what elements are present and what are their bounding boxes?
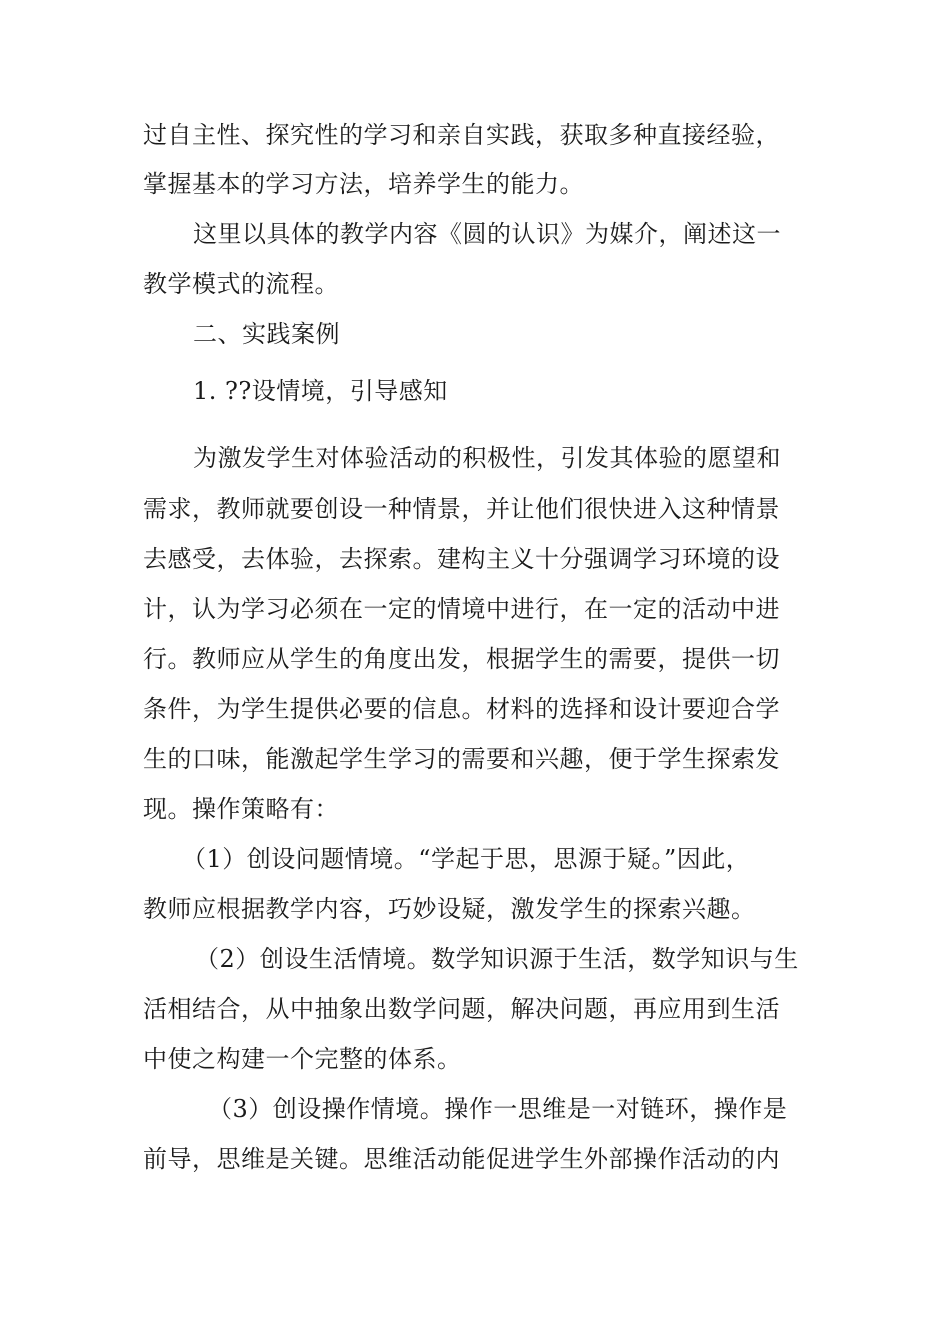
text-line: 教学模式的流程。 — [143, 270, 339, 298]
text-line: 中使之构建一个完整的体系。 — [143, 1045, 462, 1073]
list-item-3-line: （3）创设操作情境。操作一思维是一对链环，操作是 — [208, 1095, 788, 1123]
text-line: 生的口味，能激起学生学习的需要和兴趣，便于学生探索发 — [143, 745, 780, 773]
subsection-heading: 1. ??设情境，引导感知 — [193, 377, 448, 405]
text-line: 行。教师应从学生的角度出发，根据学生的需要，提供一切 — [143, 645, 780, 673]
list-item-1-line: （1）创设问题情境。“学起于思，思源于疑。”因此， — [182, 845, 751, 873]
paragraph-first-line: 为激发学生对体验活动的积极性，引发其体验的愿望和 — [193, 444, 781, 472]
list-item-2-line: （2）创设生活情境。数学知识源于生活，数学知识与生 — [195, 945, 799, 973]
text-line: 计，认为学习必须在一定的情境中进行，在一定的活动中进 — [143, 595, 780, 623]
text-line: 现。操作策略有： — [143, 795, 339, 823]
text-line: 前导，思维是关键。思维活动能促进学生外部操作活动的内 — [143, 1145, 780, 1173]
text-line: 教师应根据教学内容，巧妙设疑，激发学生的探索兴趣。 — [143, 895, 756, 923]
text-line: 去感受，去体验，去探索。建构主义十分强调学习环境的设 — [143, 545, 780, 573]
text-line: 条件，为学生提供必要的信息。材料的选择和设计要迎合学 — [143, 695, 780, 723]
section-heading: 二、实践案例 — [193, 320, 340, 348]
text-line: 掌握基本的学习方法，培养学生的能力。 — [143, 170, 584, 198]
text-line: 需求，教师就要创设一种情景，并让他们很快进入这种情景 — [143, 495, 780, 523]
text-line: 活相结合，从中抽象出数学问题，解决问题，再应用到生活 — [143, 995, 780, 1023]
text-line: 过自主性、探究性的学习和亲自实践，获取多种直接经验， — [143, 121, 780, 149]
paragraph-first-line: 这里以具体的教学内容《圆的认识》为媒介，阐述这一 — [193, 220, 781, 248]
